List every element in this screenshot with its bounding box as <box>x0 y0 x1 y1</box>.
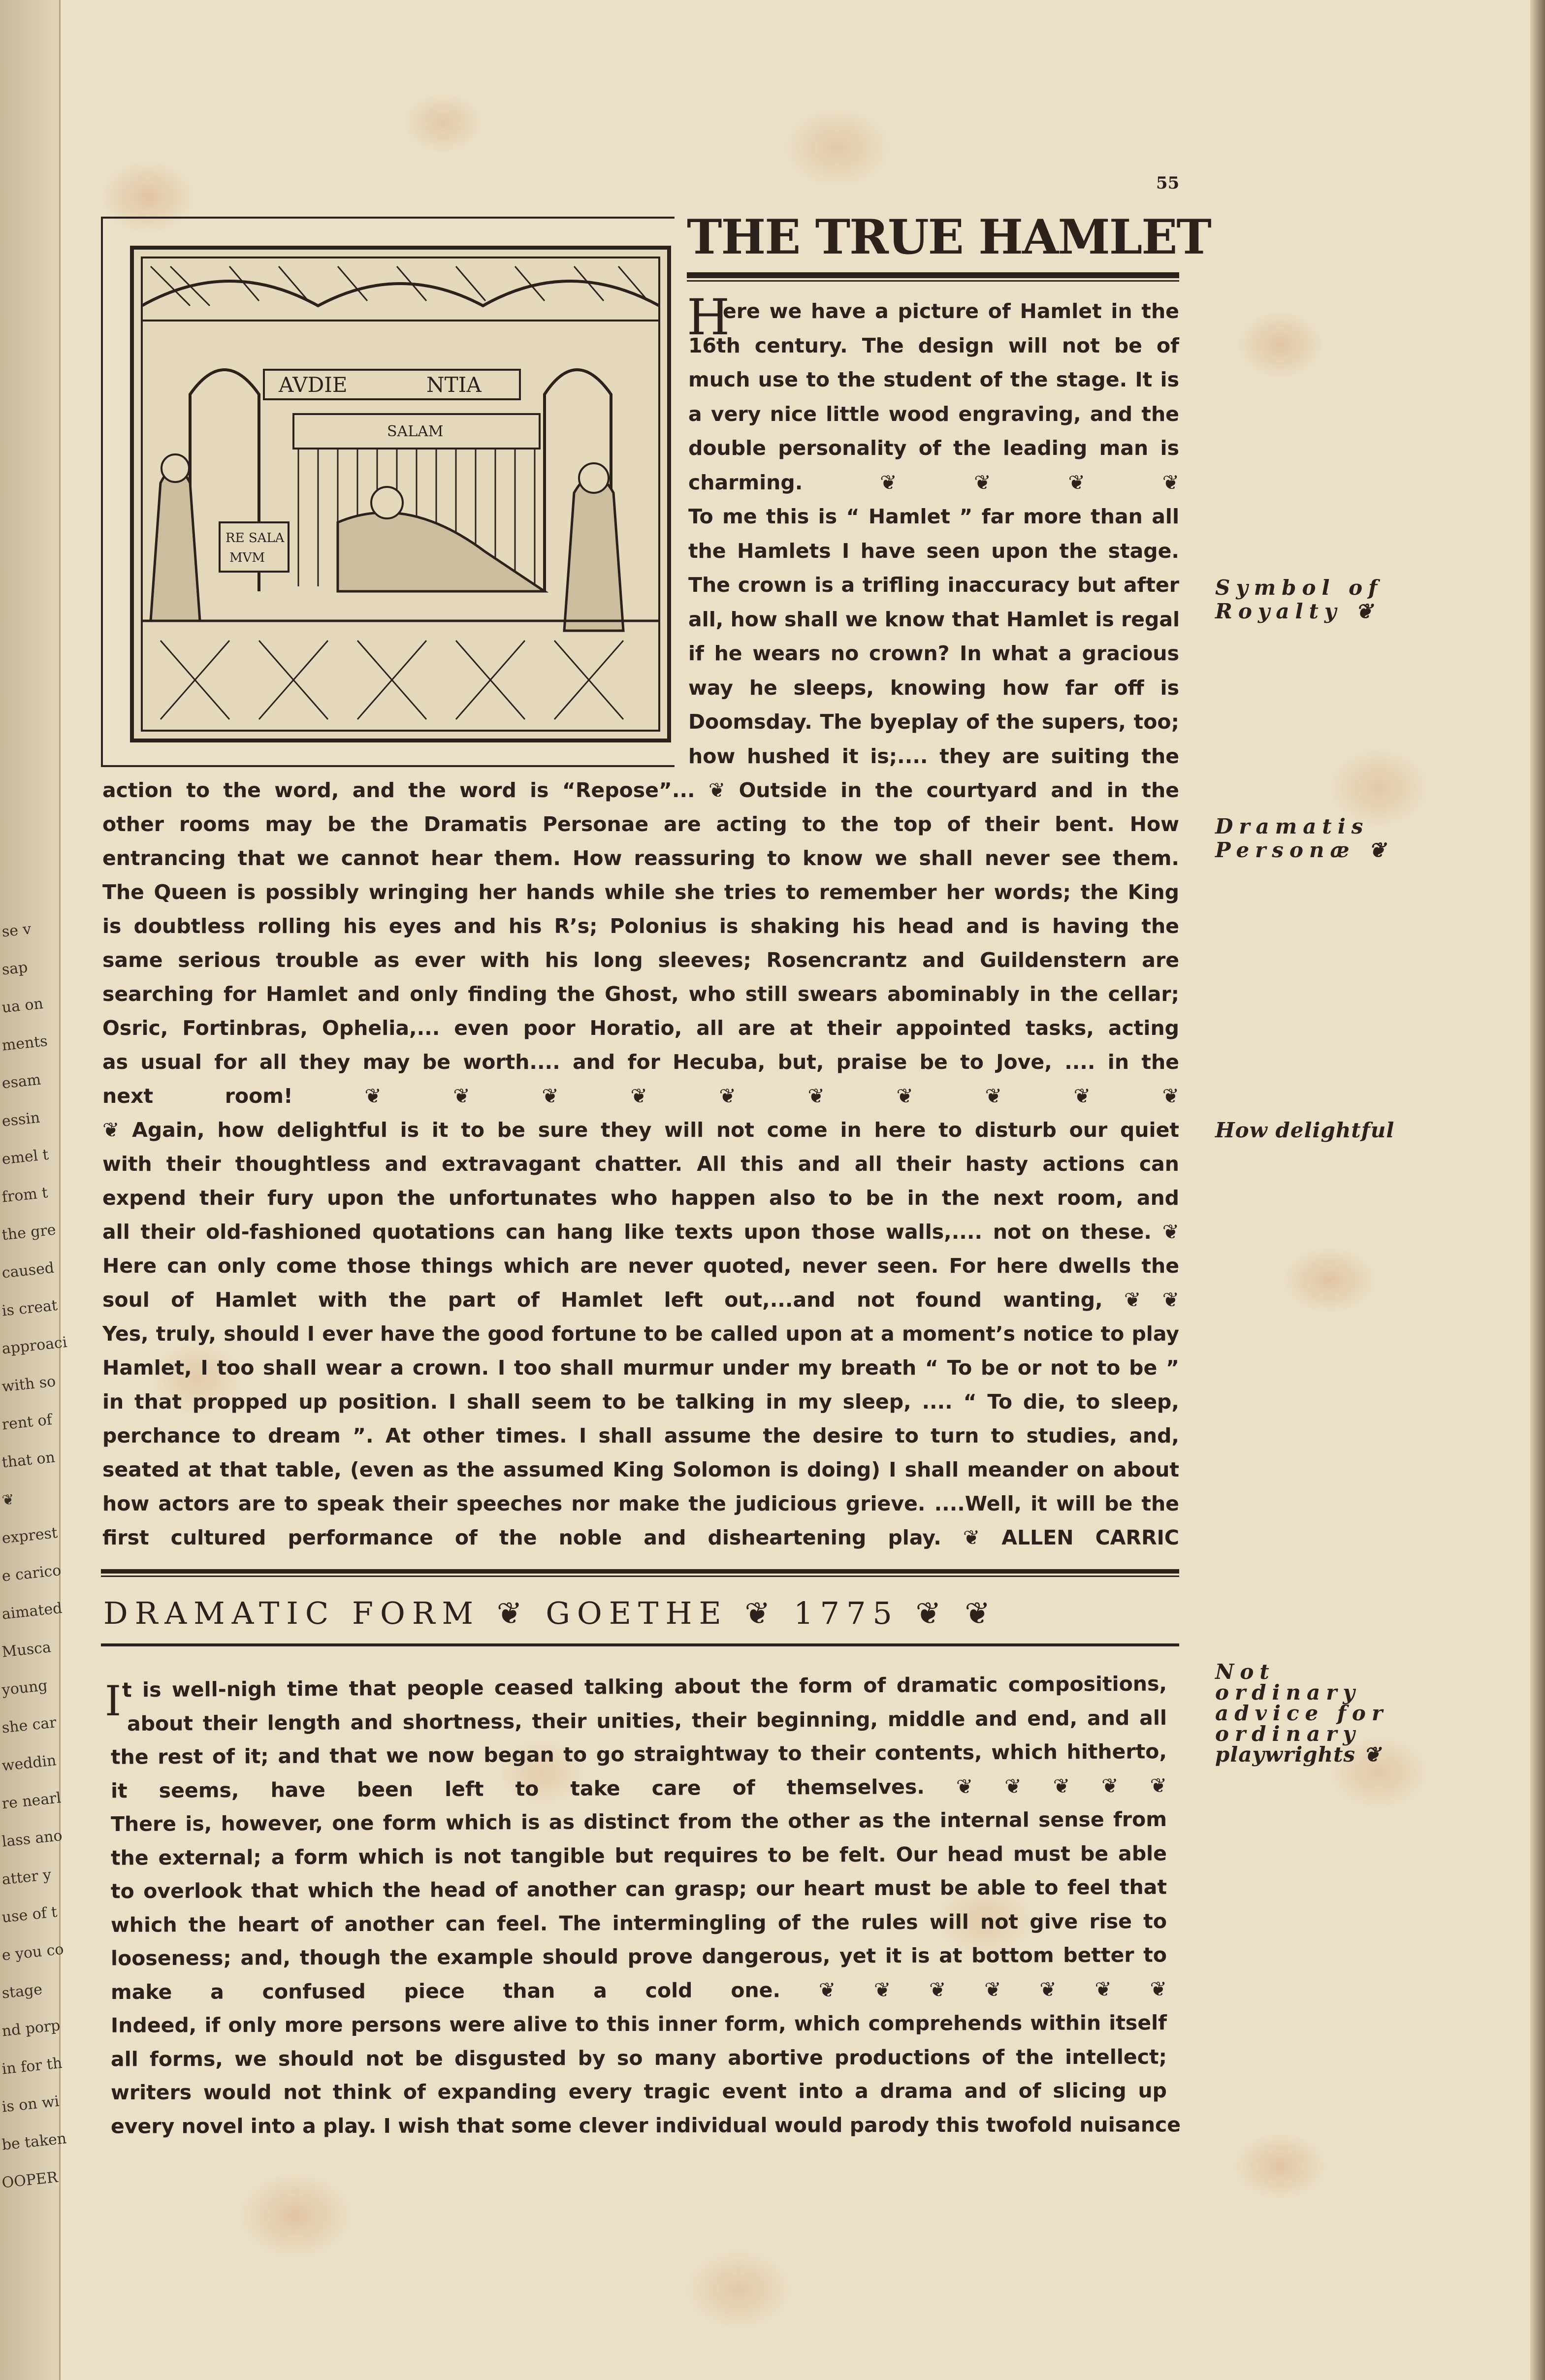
facing-page-fragment: the gre <box>1 1221 57 1244</box>
body-line: next room! ❦ ❦ ❦ ❦ ❦ ❦ ❦ ❦ ❦ ❦ <box>102 1084 1179 1108</box>
woodcut-illustration <box>101 217 675 767</box>
facing-page-fragment: exprest <box>1 1524 59 1547</box>
side-note-line: How delightful <box>1215 1118 1395 1142</box>
side-note-line: Personæ ❦ <box>1215 838 1392 862</box>
facing-page-fragment: essin <box>1 1109 41 1130</box>
body-line: To me this is “ Hamlet ” far more than all <box>688 505 1179 528</box>
body-line: the rest of it; and that we now began to go straightway to their contents, which hitherto, <box>110 1739 1167 1769</box>
facing-page-fragment: weddin <box>1 1752 57 1775</box>
body-line: double personality of the leading man is <box>688 436 1179 460</box>
body-line: The Queen is possibly wringing her hands while she tries to remember her words; the King <box>102 880 1179 904</box>
facing-page-fragment: with so <box>1 1373 57 1396</box>
facing-page-fragment: e carico <box>1 1562 62 1585</box>
facing-page-fragment: lass ano <box>1 1827 64 1851</box>
body-line: first cultured performance of the noble and disheartening play. ❦ ALLEN CARRIC <box>102 1526 1179 1549</box>
body-line: looseness; and, though the example should prove dangerous, yet it is at bottom better to <box>110 1943 1167 1970</box>
facing-page-fragment: is creat <box>1 1296 59 1320</box>
page-number: 55 <box>1156 173 1180 193</box>
woodcut-plaque-line2: MVM <box>229 550 265 565</box>
section-rule <box>101 1569 1179 1574</box>
woodcut-banner-left: AVDIE <box>279 373 348 397</box>
facing-page-fragment: aimated <box>1 1599 63 1623</box>
side-note-line: Symbol of <box>1215 576 1384 600</box>
facing-page-fragment: ua on <box>1 995 44 1017</box>
body-line: which the heart of another can feel. The intermingling of the rules will not give rise to <box>110 1909 1167 1937</box>
body-line: ere we have a picture of Hamlet in the <box>723 299 1179 323</box>
body-line: entrancing that we cannot hear them. How reassuring to know we shall never see them. <box>102 846 1179 870</box>
side-note-line: Not ordinary <box>1215 1660 1361 1705</box>
body-line: all forms, we should not be disgusted by so many abortive productions of the intellect; <box>110 2045 1167 2071</box>
body-line: much use to the student of the stage. It is <box>688 368 1179 391</box>
facing-page-fragment: emel t <box>1 1146 50 1168</box>
woodcut-inner-banner: SALAM <box>387 423 444 440</box>
body-line: expend their fury upon the unfortunates who happen also to be in the next room, and <box>102 1186 1179 1210</box>
body-line: way he sleeps, knowing how far off is <box>688 675 1179 700</box>
facing-page-fragment: re nearl <box>1 1789 62 1813</box>
facing-page-fragment: ❦ <box>1 1491 15 1510</box>
body-line: about their length and shortness, their unities, their beginning, middle and end, and all <box>127 1705 1167 1736</box>
woodcut-banner-right: NTIA <box>426 373 482 397</box>
article-title-true-hamlet: THE TRUE HAMLET <box>687 209 1211 265</box>
body-line: Yes, truly, should I ever have the good fortune to be called upon at a moment’s notice to play <box>102 1322 1179 1346</box>
body-line: Here can only come those things which are never quoted, never seen. For here dwells the <box>102 1254 1179 1278</box>
body-line: Osric, Fortinbras, Ophelia,... even poor Horatio, all are at their appointed tasks, acting <box>102 1016 1179 1040</box>
facing-page-fragment: she car <box>1 1714 58 1737</box>
side-note-line: Royalty ❦ <box>1215 599 1379 623</box>
body-line: the external; a form which is not tangible but requires to be felt. Our head must be able <box>110 1841 1167 1870</box>
title-rule <box>687 272 1179 278</box>
body-line: as usual for all they may be worth.... and for Hecuba, but, praise be to Jove, .... in the <box>102 1050 1179 1074</box>
facing-page-fragment: stage <box>1 1981 43 2002</box>
facing-page-fragment: Musca <box>1 1639 52 1661</box>
section-rule-thin <box>101 1576 1179 1577</box>
side-note-line: advice for <box>1215 1701 1389 1725</box>
facing-page-fragment: nd porp <box>1 2017 61 2040</box>
facing-page-fragment: is on wi <box>1 2092 60 2116</box>
facing-page-fragment: approaci <box>1 1333 68 1358</box>
body-line: Doomsday. The byeplay of the supers, too; <box>688 710 1179 734</box>
facing-page-fragment: young <box>1 1677 49 1699</box>
body-line: writers would not think of expanding every tragic event into a drama and of slicing up <box>110 2078 1167 2105</box>
side-note-dramatis-personae <box>1215 815 1427 862</box>
body-line: in that propped up position. I shall seem to be talking in my sleep, .... “ To die, to sleep, <box>102 1390 1179 1414</box>
facing-page-fragment: se v <box>1 920 32 941</box>
side-note-symbol-of-royalty <box>1215 576 1427 623</box>
body-line: There is, however, one form which is as distinct from the other as the internal sense from <box>110 1807 1167 1836</box>
facing-page-fragment: ments <box>1 1032 49 1055</box>
body-line: it seems, have been left to take care of themselves. ❦ ❦ ❦ ❦ ❦ <box>110 1773 1167 1802</box>
body-line: how actors are to speak their speeches nor make the judicious grieve. ....Well, it will be the <box>102 1492 1179 1515</box>
drop-cap-i: I <box>105 1677 122 1725</box>
body-line: if he wears no crown? In what a gracious <box>688 642 1179 665</box>
section-rule-lower <box>101 1643 1179 1646</box>
body-line: how hushed it is;.... they are suiting the <box>688 744 1179 768</box>
body-line: all their old-fashioned quotations can hang like texts upon those walls,.... not on these. ❦ <box>102 1220 1179 1244</box>
facing-page-fragment: from t <box>1 1184 49 1206</box>
woodcut-plaque-line1: RE SALA <box>225 531 285 546</box>
body-line: action to the word, and the word is “Repose”... ❦ Outside in the courtyard and in the <box>102 778 1179 802</box>
body-line: a very nice little wood engraving, and the <box>688 402 1179 426</box>
title-rule-thin <box>687 280 1179 282</box>
side-note-not-ordinary-advice <box>1215 1662 1427 1765</box>
body-line: make a confused piece than a cold one. ❦ ❦ ❦ ❦ ❦ ❦ ❦ <box>110 1977 1167 2004</box>
body-line: charming. ❦ ❦ ❦ ❦ <box>688 470 1179 494</box>
body-line: soul of Hamlet with the part of Hamlet left out,...and not found wanting, ❦ ❦ <box>102 1288 1179 1312</box>
body-line: other rooms may be the Dramatis Personae are acting to the top of their bent. How <box>102 812 1179 836</box>
article-title-dramatic-form: DRAMATIC FORM ❦ GOETHE ❦ 1775 ❦ ❦ <box>103 1595 998 1631</box>
body-line: seated at that table, (even as the assumed King Solomon is doing) I shall meander on about <box>102 1458 1179 1481</box>
facing-page-fragment: that on <box>1 1448 56 1472</box>
body-line: all, how shall we know that Hamlet is regal <box>688 607 1180 631</box>
body-line: Hamlet, I too shall wear a crown. I too shall murmur under my breath “ To be or not to be ” <box>102 1356 1179 1380</box>
facing-page-fragment: be taken <box>1 2129 67 2154</box>
body-line: same serious trouble as ever with his long sleeves; Rosencrantz and Guildenstern are <box>102 948 1179 972</box>
body-line: Indeed, if only more persons were alive to this inner form, which comprehends within itself <box>110 2011 1167 2037</box>
woodcut-engraving <box>131 247 670 741</box>
body-line: t is well-nigh time that people ceased talking about the form of dramatic compositions, <box>122 1672 1167 1702</box>
drop-cap-h: H <box>687 289 730 346</box>
body-line: is doubtless rolling his eyes and his R’s; Polonius is shaking his head and is having the <box>102 914 1179 938</box>
side-note-line: ordinary <box>1215 1722 1361 1746</box>
body-line: perchance to dream ”. At other times. I shall assume the desire to turn to studies, and, <box>102 1424 1179 1447</box>
body-line: The crown is a trifling inaccuracy but after <box>688 573 1179 597</box>
body-line: with their thoughtless and extravagant chatter. All this and all their hasty actions can <box>102 1152 1179 1176</box>
facing-page-fragment: e you co <box>1 1940 65 1964</box>
body-line: the Hamlets I have seen upon the stage. <box>688 539 1179 563</box>
body-line: to overlook that which the head of another can grasp; our heart must be able to feel that <box>110 1875 1167 1903</box>
body-line: searching for Hamlet and only finding the Ghost, who still swears abominably in the cellar; <box>102 982 1179 1006</box>
body-line: ❦ Again, how delightful is it to be sure they will not come in here to disturb our quiet <box>102 1118 1179 1142</box>
facing-page-fragment: OOPER <box>1 2168 59 2192</box>
facing-page-fragment: sap <box>1 959 29 979</box>
side-note-line: Dramatis <box>1215 814 1369 838</box>
facing-page-fragment: atter y <box>1 1866 52 1889</box>
facing-page-fragment: in for th <box>1 2054 63 2078</box>
book-edge <box>1530 0 1545 2380</box>
facing-page-fragment: use of t <box>1 1903 58 1927</box>
facing-page-fragment: rent of <box>1 1411 53 1434</box>
body-line: 16th century. The design will not be of <box>688 333 1179 357</box>
facing-page-fragment: caused <box>1 1259 55 1282</box>
side-note-how-delightful <box>1215 1119 1427 1142</box>
facing-page-fragment: esam <box>1 1071 42 1093</box>
body-line: every novel into a play. I wish that some clever individual would parody this twofold nuisance <box>110 2112 1181 2138</box>
side-note-line: playwrights ❦ <box>1215 1742 1381 1767</box>
